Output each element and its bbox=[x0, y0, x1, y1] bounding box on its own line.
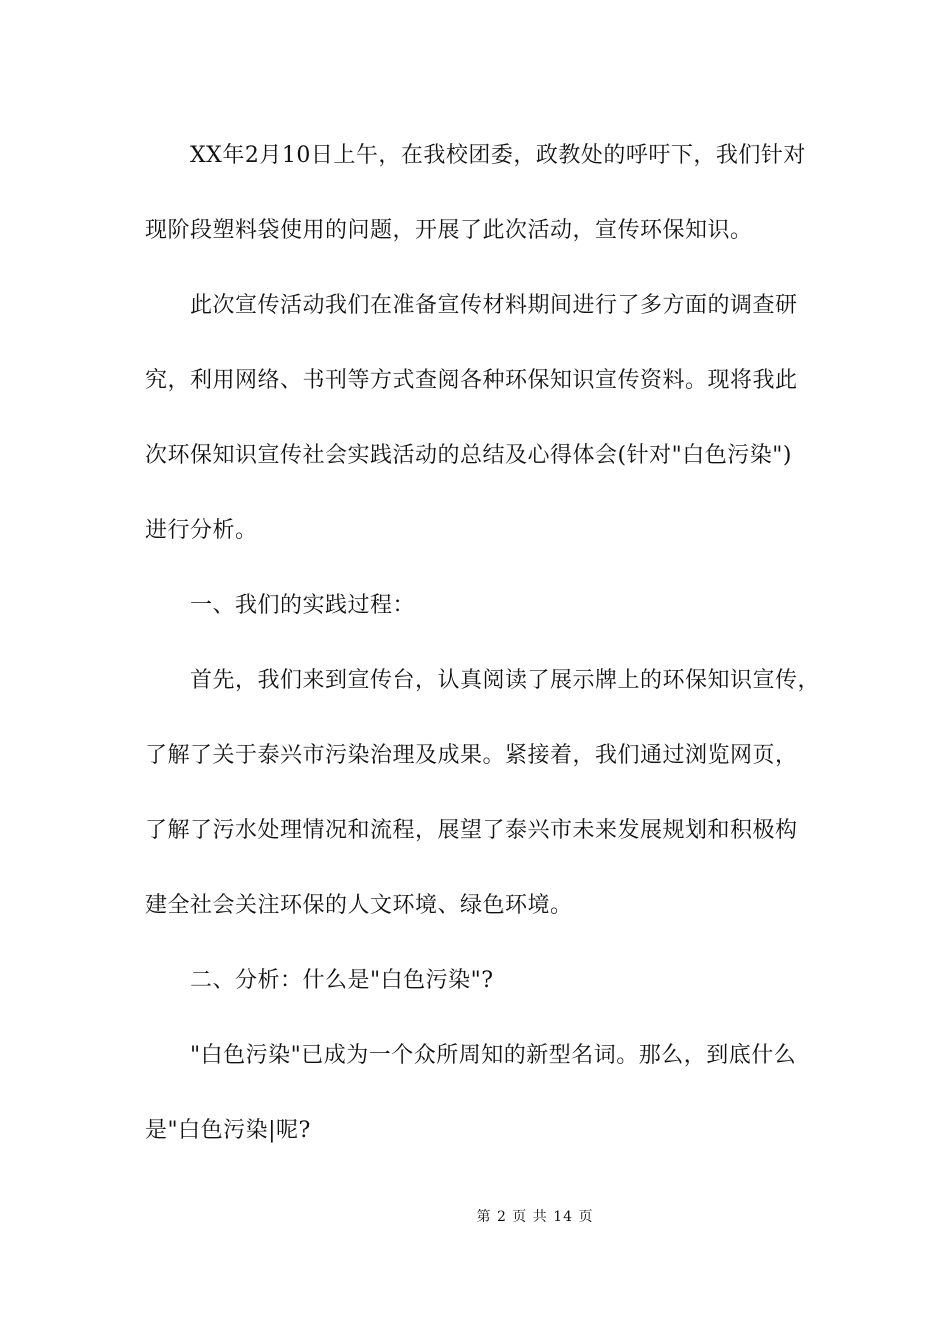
document-body bbox=[145, 132, 821, 1182]
paragraph-1-line-2: 现阶段塑料袋使用的问题，开展了此次活动，宣传环保知识。 bbox=[145, 218, 753, 243]
paragraph-4-line-1: "白色污染"已成为一个众所周知的新型名词。那么，到底什么 bbox=[190, 1043, 797, 1068]
paragraph-2-line-1: 此次宣传活动我们在准备宣传材料期间进行了多方面的调查研 bbox=[190, 293, 798, 318]
section-heading-1: 一、我们的实践过程： bbox=[190, 593, 416, 618]
paragraph-4-line-2: 是"白色污染|呢? bbox=[145, 1118, 311, 1143]
paragraph-3-line-1: 首先，我们来到宣传台，认真阅读了展示牌上的环保知识宣传， bbox=[190, 668, 821, 693]
paragraph-2-line-2: 究，利用网络、书刊等方式查阅各种环保知识宣传资料。现将我此 bbox=[145, 368, 798, 393]
paragraph-3-line-3: 了解了污水处理情况和流程，展望了泰兴市未来发展规划和积极构 bbox=[145, 818, 798, 843]
paragraph-2-line-3: 次环保知识宣传社会实践活动的总结及心得体会(针对"白色污染") bbox=[145, 443, 792, 468]
paragraph-2-line-4: 进行分析。 bbox=[145, 518, 258, 543]
page-number-footer: 第 2 页 共 14 页 bbox=[476, 1209, 594, 1225]
paragraph-3-line-2: 了解了关于泰兴市污染治理及成果。紧接着，我们通过浏览网页， bbox=[145, 743, 798, 768]
section-heading-2: 二、分析：什么是"白色污染"? bbox=[190, 968, 494, 993]
paragraph-3-line-4: 建全社会关注环保的人文环境、绿色环境。 bbox=[145, 893, 573, 918]
paragraph-1-line-1: XX年2月10日上午，在我校团委，政教处的呼吁下，我们针对 bbox=[190, 143, 806, 168]
